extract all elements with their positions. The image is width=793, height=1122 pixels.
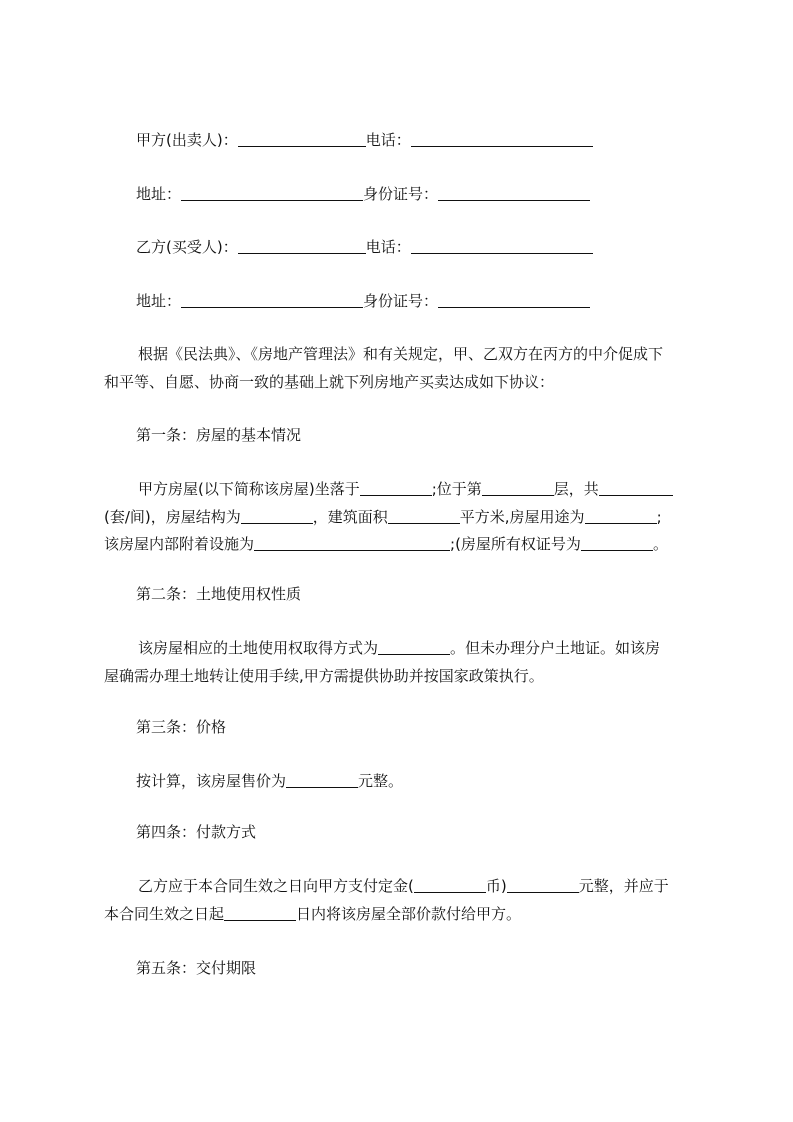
article-2-text-b: 。但未办理分户土地证。如该房 xyxy=(450,639,661,657)
party-a-phone-blank[interactable] xyxy=(411,128,593,147)
article-4-text-a: 乙方应于本合同生效之日向甲方支付定金( xyxy=(138,877,414,895)
party-b-phone-blank[interactable] xyxy=(411,235,593,254)
article-3-line-1 xyxy=(104,767,736,795)
floor-blank[interactable] xyxy=(482,477,554,496)
article-1-title: 第一条：房屋的基本情况 xyxy=(136,426,302,444)
article-1-text-c: 层，共 xyxy=(553,480,599,498)
party-a-line xyxy=(104,126,736,154)
article-1-text-i: ;(房屋所有权证号为 xyxy=(450,535,581,553)
party-a-label: 甲方(出卖人)： xyxy=(136,131,238,149)
price-blank[interactable] xyxy=(286,769,358,788)
article-1-line-3 xyxy=(104,530,704,558)
party-a-address-line xyxy=(104,180,736,208)
article-4-text-d: 本合同生效之日起 xyxy=(104,905,225,923)
payment-days-blank[interactable] xyxy=(224,902,296,921)
party-b-address-blank[interactable] xyxy=(181,289,363,308)
party-b-name-blank[interactable] xyxy=(238,235,366,254)
article-4-line-1 xyxy=(104,872,738,900)
article-1-text-h: 该房屋内部附着设施为 xyxy=(104,535,255,553)
party-a-id-label: 身份证号： xyxy=(363,185,439,203)
article-1-text-a: 甲方房屋(以下简称该房屋)坐落于 xyxy=(138,480,360,498)
deposit-blank[interactable] xyxy=(507,874,579,893)
article-1-text-j: 。 xyxy=(652,535,668,553)
article-1-line-2 xyxy=(104,503,704,531)
article-4-line-2 xyxy=(104,900,704,928)
article-1-text-d: (套/间)，房屋结构为 xyxy=(104,508,241,526)
article-4-title: 第四条：付款方式 xyxy=(136,823,257,841)
article-4-text-b: 币) xyxy=(485,877,507,895)
party-b-label: 乙方(买受人)： xyxy=(136,238,238,256)
party-a-address-label: 地址： xyxy=(136,185,182,203)
article-1-text-b: ;位于第 xyxy=(431,480,482,498)
party-b-phone-label: 电话： xyxy=(365,238,411,256)
party-b-id-label: 身份证号： xyxy=(363,292,439,310)
article-2-line-1 xyxy=(104,634,738,662)
article-5-title: 第五条：交付期限 xyxy=(136,959,257,977)
article-4-text-e: 日内将该房屋全部价款付给甲方。 xyxy=(296,905,522,923)
usage-blank[interactable] xyxy=(585,505,657,524)
article-3-text-a: 按计算，该房屋售价为 xyxy=(136,772,287,790)
location-blank[interactable] xyxy=(360,477,432,496)
article-1-text-e: ，建筑面积 xyxy=(312,508,388,526)
party-a-address-blank[interactable] xyxy=(181,182,363,201)
article-2-line-2: 屋确需办理土地转让使用手续,甲方需提供协助并按国家政策执行。 xyxy=(104,667,544,685)
land-acquisition-blank[interactable] xyxy=(378,636,450,655)
party-a-id-blank[interactable] xyxy=(438,182,590,201)
currency-blank[interactable] xyxy=(414,874,486,893)
article-3-text-b: 元整。 xyxy=(358,772,404,790)
article-4-text-c: 元整，并应于 xyxy=(578,877,669,895)
party-a-phone-label: 电话： xyxy=(365,131,411,149)
article-1-text-f: 平方米,房屋用途为 xyxy=(459,508,585,526)
party-b-address-label: 地址： xyxy=(136,292,182,310)
structure-blank[interactable] xyxy=(241,505,313,524)
intro-line-1: 根据《民法典》、《房地产管理法》和有关规定，甲、乙双方在丙方的中介促成下 xyxy=(138,345,664,363)
article-3-title: 第三条：价格 xyxy=(136,718,227,736)
facilities-blank[interactable] xyxy=(254,532,450,551)
intro-line-2: 和平等、自愿、协商一致的基础上就下列房地产买卖达成如下协议： xyxy=(104,373,555,391)
party-b-address-line xyxy=(104,287,736,315)
area-blank[interactable] xyxy=(388,505,460,524)
certificate-blank[interactable] xyxy=(581,532,653,551)
total-floors-blank[interactable] xyxy=(599,477,673,496)
article-1-text-g: ; xyxy=(656,508,662,526)
party-a-name-blank[interactable] xyxy=(238,128,366,147)
article-1-line-1 xyxy=(104,475,738,503)
article-2-text-a: 该房屋相应的土地使用权取得方式为 xyxy=(138,639,379,657)
party-b-line xyxy=(104,233,736,261)
party-b-id-blank[interactable] xyxy=(438,289,590,308)
article-2-title: 第二条：土地使用权性质 xyxy=(136,585,302,603)
